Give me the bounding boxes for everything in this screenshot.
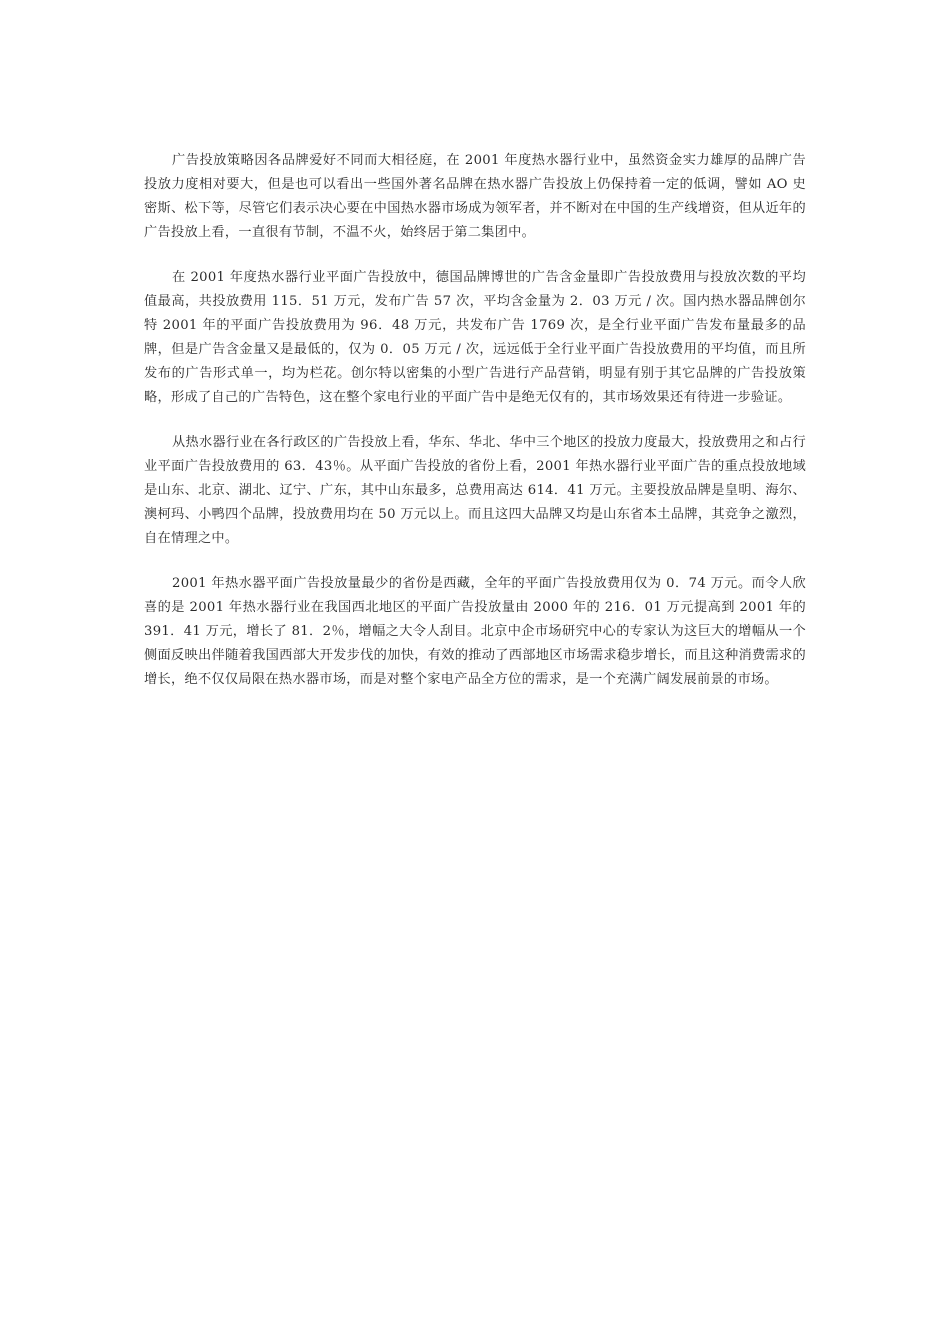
paragraph-regional-ad: 从热水器行业在各行政区的广告投放上看，华东、华北、华中三个地区的投放力度最大，投放费用之和占行业平面广告投放费用的 63．43％。从平面广告投放的省份上看，2001 年热水器行业平面广告的重点投放地域是山东、北京、湖北、辽宁、广东，其中山东最多，总费用高达 614．41 万元。主要投放品牌是皇明、海尔、澳柯玛、小鸭四个品牌，投放费用均在 50 万元以上。而且这四大品牌又均是山东省本土品牌，其竞争之激烈，自在情理之中。 bbox=[144, 435, 806, 546]
document-body bbox=[144, 149, 806, 713]
paragraph-print-ad-brands: 在 2001 年度热水器行业平面广告投放中，德国品牌博世的广告含金量即广告投放费用与投放次数的平均值最高，共投放费用 115．51 万元，发布广告 57 次，平均含金量为 2．03 万元 / 次。国内热水器品牌创尔特 2001 年的平面广告投放费用为 96．48 万元，共发布广告 1769 次，是全行业平面广告发布量最多的品牌，但是广告含金量又是最低的，仅为 0．05 万元 / 次，远远低于全行业平面广告投放费用的平均值，而且所发布的广告形式单一，均为栏花。创尔特以密集的小型广告进行产品营销，明显有别于其它品牌的广告投放策略，形成了自己的广告特色，这在整个家电行业的平面广告中是绝无仅有的，其市场效果还有待进一步验证。 bbox=[144, 270, 806, 405]
paragraph-ad-strategy: 广告投放策略因各品牌爱好不同而大相径庭，在 2001 年度热水器行业中，虽然资金实力雄厚的品牌广告投放力度相对要大，但是也可以看出一些国外著名品牌在热水器广告投放上仍保持着一定的低调，譬如 AO 史密斯、松下等，尽管它们表示决心要在中国热水器市场成为领军者，并不断对在中国的生产线增资，但从近年的广告投放上看，一直很有节制，不温不火，始终居于第二集团中。 bbox=[144, 153, 806, 240]
paragraph-province-growth: 2001 年热水器平面广告投放量最少的省份是西藏，全年的平面广告投放费用仅为 0．74 万元。而令人欣喜的是 2001 年热水器行业在我国西北地区的平面广告投放量由 2000 年的 216．01 万元提高到 2001 年的 391．41 万元，增长了 81．2％，增幅之大令人刮目。北京中企市场研究中心的专家认为这巨大的增幅从一个侧面反映出伴随着我国西部大开发步伐的加快，有效的推动了西部地区市场需求稳步增长，而且这种消费需求的增长，绝不仅仅局限在热水器市场，而是对整个家电产品全方位的需求，是一个充满广阔发展前景的市场。 bbox=[144, 576, 806, 687]
